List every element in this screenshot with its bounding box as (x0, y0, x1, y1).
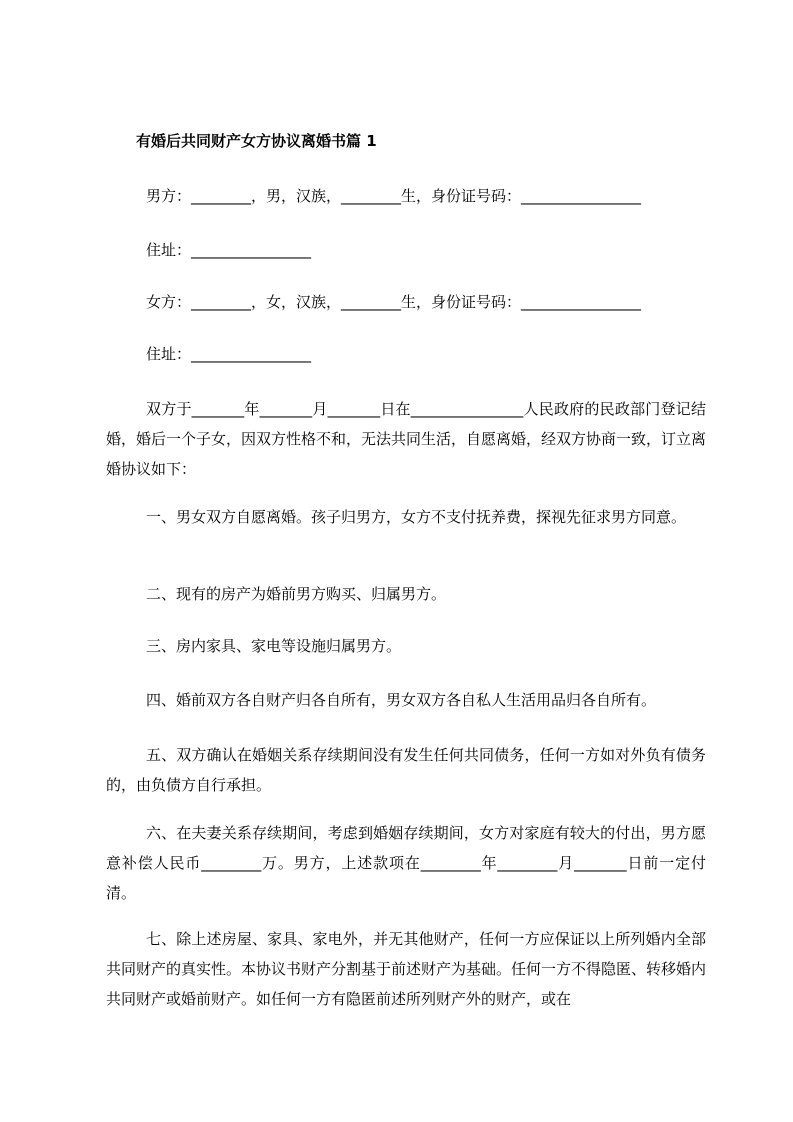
clause-7-paragraph: 七、除上述房屋、家具、家电外，并无其他财产，任何一方应保证以上所列婚内全部共同财产的真实性。本协议书财产分割基于前述财产为基础。任何一方不得隐匿、转移婚内共同财产或婚前财产。如任何一方有隐匿前述所列财产外的财产，或在 (106, 930, 706, 1008)
clause-4-paragraph: 四、婚前双方各自财产归各自所有，男女双方各自私人生活用品归各自所有。 (146, 691, 657, 709)
clause-2-paragraph: 二、现有的房产为婚前男方购买、归属男方。 (146, 585, 447, 603)
woman-info-line: 女方：________，女，汉族，________生，身份证号码：________________ (146, 293, 642, 311)
man-address-line: 住址：________________ (146, 241, 312, 259)
clause-3-paragraph: 三、房内家具、家电等设施归属男方。 (146, 637, 402, 655)
man-info-line: 男方：________，男，汉族，________生，身份证号码：________________ (146, 187, 642, 205)
clause-1-paragraph: 一、男女双方自愿离婚。孩子归男方，女方不支付抚养费，探视先征求男方同意。 (146, 508, 687, 526)
marriage-paragraph: 双方于_______年_______月_______日在_______________人民政府的民政部门登记结婚，婚后一个子女，因双方性格不和，无法共同生活，自愿离婚，经双方协商一致，订立离婚协议如下： (106, 400, 707, 478)
document-title: 有婚后共同财产女方协议离婚书篇 1 (136, 132, 377, 150)
clause-5-paragraph: 五、双方确认在婚姻关系存续期间没有发生任何共同债务，任何一方如对外负有债务的，由负债方自行承担。 (106, 746, 706, 794)
clause-6-paragraph: 六、在夫妻关系存续期间，考虑到婚姻存续期间，女方对家庭有较大的付出，男方愿意补偿人民币________万。男方，上述款项在________年________月_______日前一定付清。 (106, 824, 706, 902)
woman-address-line: 住址：________________ (146, 345, 312, 363)
